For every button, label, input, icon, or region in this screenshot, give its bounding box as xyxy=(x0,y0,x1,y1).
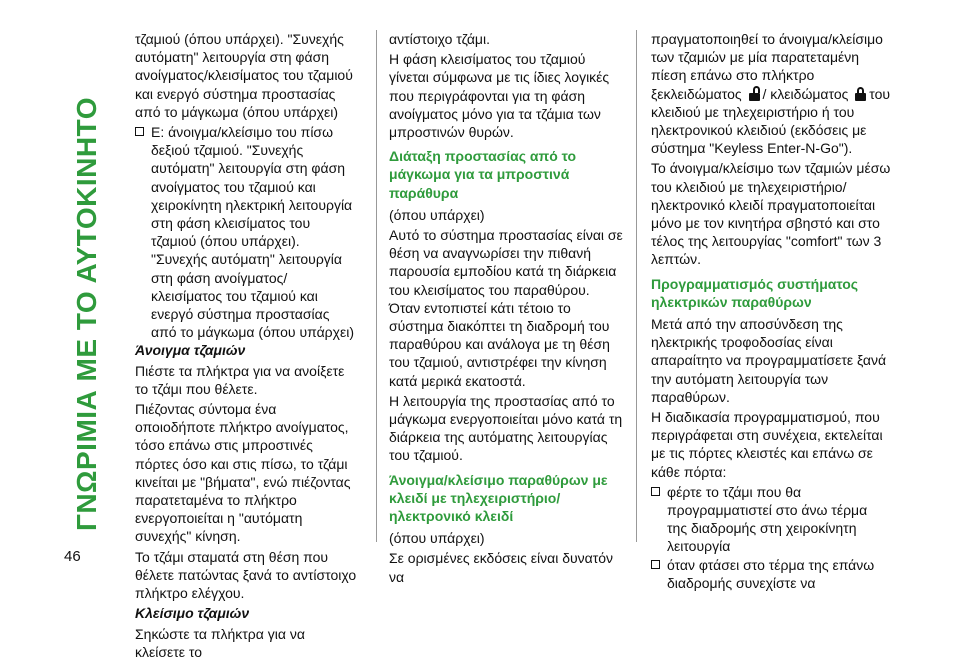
page-number: 46 xyxy=(64,548,81,565)
paragraph: Σηκώστε τα πλήκτρα για να κλείσετε το xyxy=(135,625,305,660)
paragraph: Η διαδικασία προγραμματισμού, που περιγράφεται στη συνέχεια, εκτελείται με τις πόρτες κλειστές και επάνω σε κάθε πόρτα: xyxy=(651,409,883,480)
column-divider xyxy=(376,30,377,542)
paragraph: Μετά από την αποσύνδεση της ηλεκτρικής τροφοδοσίας είναι απαραίτητο να προγραμματίσετε ξανά την αυτόματη λειτουργία των παραθύρων. xyxy=(651,316,887,405)
section-heading-remote-windows: Άνοιγμα/κλείσιμο παραθύρων με κλειδί με τηλεχειριστήριο/ηλεκτρονικό κλειδί xyxy=(389,471,608,525)
bullet-text: E: άνοιγμα/κλείσιμο του πίσω δεξιού τζαμιού. "Συνεχής αυτόματη" λειτουργία στη φάση ανοίγματος του τζαμιού και χειροκίνητη ηλεκτρική λειτουργία στη φάση κλεισίματος του τζαμιού (όπου υπάρχει). "Συνεχής αυτόματη" λειτουργία στη φάση ανοίγματος/κλεισίματος του τζαμιού και ενεργό σύστημα προστασίας από το μάγκωμα (όπου υπάρχει) xyxy=(151,124,354,341)
paragraph: Το τζάμι σταματά στη θέση που θέλετε πατώντας ξανά το αντίστοιχο πλήκτρο ελέγχου. xyxy=(135,548,357,602)
bullet-item xyxy=(651,556,891,592)
paragraph: Η φάση κλεισίματος του τζαμιού γίνεται σύμφωνα με τις ίδιες λογικές που περιγράφονται για τη φάση ανοίγματος μόνο για τα τζάμια των μπροστινών θυρών. xyxy=(389,51,610,141)
paragraph-text: / κλειδώματος xyxy=(762,85,849,102)
chapter-title-text: ΓΝΩΡΙΜΙΑ ΜΕ ΤΟ ΑΥΤΟΚΙΝΗΤΟ xyxy=(71,97,102,532)
chapter-side-title xyxy=(64,0,110,604)
text-column-2 xyxy=(389,30,624,588)
paragraph: τζαμιού (όπου υπάρχει). "Συνεχής αυτόματη" λειτουργία στη φάση ανοίγματος/κλεισίματος του τζαμιού και ενεργό σύστημα προστασίας από το μάγκωμα (όπου υπάρχει) xyxy=(135,31,353,120)
paragraph: Το άνοιγμα/κλείσιμο των τζαμιών μέσω του κλειδιού με τηλεχειριστήριο/ηλεκτρονικό κλειδί πραγματοποιείται μόνο με τον κινητήρα σβηστό και στο τέλος της λειτουργίας "comfort" των 3 λεπτών. xyxy=(651,160,891,268)
checkbox-bullet-icon xyxy=(135,127,144,136)
section-heading-programming: Προγραμματισμός συστήματος ηλεκτρικών παραθύρων xyxy=(651,275,859,310)
paragraph: Πιέζοντας σύντομα ένα οποιοδήποτε πλήκτρο ανοίγματος, τόσο επάνω στις μπροστινές πόρτες όσο και στις πίσω, το τζάμι κινείται με "βήματα", ενώ πιέζοντας παρατεταμένα το πλήκτρο ενεργοποιείται η "αυτόματη συνεχής" κίνηση. xyxy=(135,401,351,545)
section-heading-anti-pinch: Διάταξη προστασίας από το μάγκωμα για τα μπροστινά παράθυρα xyxy=(389,148,577,201)
subheading-close-windows: Κλείσιμο τζαμιών xyxy=(135,605,250,622)
unlock-icon xyxy=(749,87,760,101)
bullet-item xyxy=(135,123,357,341)
bullet-text: φέρτε το τζάμι που θα προγραμματιστεί στο άνω τέρμα της διαδρομής στη χειροκίνητη λειτουργία xyxy=(667,483,868,555)
paragraph: αντίστοιχο τζάμι. xyxy=(389,31,490,47)
text-column-3 xyxy=(651,30,891,592)
paragraph-text: του κλειδιού με τηλεχειριστήριο ή του ηλεκτρονικού κλειδιού (εκδόσεις με σύστημα "Keyless Enter-N-Go"). xyxy=(651,85,891,157)
checkbox-bullet-icon xyxy=(651,487,660,496)
bullet-item xyxy=(651,483,891,556)
paragraph: (όπου υπάρχει) xyxy=(389,206,485,223)
lock-icon xyxy=(855,87,866,101)
paragraph: (όπου υπάρχει) xyxy=(389,530,485,547)
column-divider xyxy=(636,30,637,542)
text-column-1 xyxy=(135,30,357,663)
bullet-text: όταν φτάσει στο τέρμα της επάνω διαδρομής συνεχίστε να xyxy=(667,556,875,591)
paragraph: Σε ορισμένες εκδόσεις είναι δυνατόν να xyxy=(389,550,614,585)
paragraph: Η λειτουργία της προστασίας από το μάγκωμα ενεργοποιείται μόνο κατά τη διάρκεια της αυτόματης λειτουργίας του τζαμιού. xyxy=(389,392,623,464)
paragraph xyxy=(651,30,891,157)
subheading-open-windows: Άνοιγμα τζαμιών xyxy=(135,342,246,359)
checkbox-bullet-icon xyxy=(651,560,660,569)
paragraph-text: πραγματοποιηθεί το άνοιγμα/κλείσιμο των τζαμιών με μία παρατεταμένη πίεση επάνω στο πλήκτρο ξεκλειδώματος xyxy=(651,31,883,102)
paragraph: Πιέστε τα πλήκτρα για να ανοίξετε το τζάμι που θέλετε. xyxy=(135,362,345,397)
paragraph: Αυτό το σύστημα προστασίας είναι σε θέση να αναγνωρίσει την πιθανή παρουσία εμποδίου κατά τη διάρκεια του κλεισίματος του παραθύρου. Όταν εντοπιστεί κάτι τέτοιο το σύστημα διακόπτει τη διαδρομή του παραθύρου και ανάλογα με τη θέση του τζαμιού, αντιστρέφει την κίνηση κατά μερικά εκατοστά. xyxy=(389,227,623,389)
